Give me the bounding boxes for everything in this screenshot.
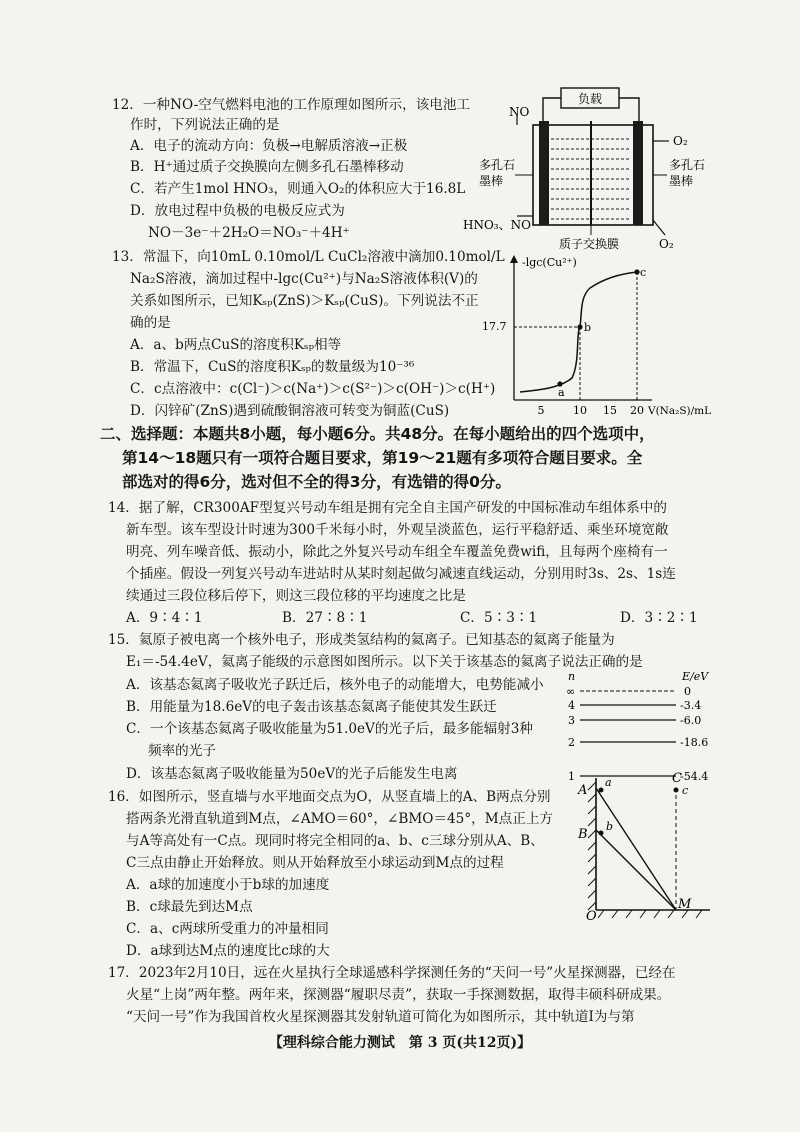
ball-b bbox=[599, 831, 604, 836]
o2-inlet-label: O₂ bbox=[673, 134, 688, 148]
q16-stem-line4: C三点由静止开始释放。则从开始释放至小球运动到M点的过程 bbox=[126, 855, 504, 871]
level-n-4: 4 bbox=[568, 699, 575, 712]
q15-stem-line1: 15．氦原子被电离一个核外电子，形成类氢结构的氦离子。已知基态的氦离子能量为 bbox=[108, 632, 615, 648]
q13-stem-line1: 13．常温下，向10mL 0.10mol/L CuCl₂溶液中滴加0.10mol/L bbox=[112, 249, 505, 265]
q13-stem-line2: Na₂S溶液，滴加过程中-lgc(Cu²⁺)与Na₂S溶液体积(V)的 bbox=[130, 271, 478, 287]
q13-option-d: D．闪锌矿(ZnS)遇到硫酸铜溶液可转变为铜蓝(CuS) bbox=[130, 403, 450, 419]
wall-hatch bbox=[588, 782, 596, 910]
q12-option-c: C．若产生1mol HNO₃，则通入O₂的体积应大于16.8L bbox=[130, 181, 466, 197]
titration-curve-chart bbox=[480, 252, 725, 420]
point-o-label: O bbox=[586, 909, 597, 923]
section2-header-line3: 部选对的得6分，选对但不全的得3分，有选错的得0分。 bbox=[122, 473, 511, 491]
page-footer: 【理科综合能力测试 第 3 页(共12页)】 bbox=[268, 1035, 532, 1051]
right-electrode-label-2: 墨棒 bbox=[669, 174, 694, 188]
point-b bbox=[577, 324, 582, 329]
point-c-label: c bbox=[640, 266, 647, 279]
ball-c-label: c bbox=[682, 784, 689, 797]
q15-option-c-cont: 频率的光子 bbox=[148, 743, 216, 759]
q17-stem-line1: 17．2023年2月10日，远在火星执行全球遥感科学探测任务的“天问一号”火星探测器，已经在 bbox=[108, 965, 676, 981]
q14-option-d: D．3∶2∶1 bbox=[620, 610, 698, 626]
load-label: 负载 bbox=[577, 92, 603, 106]
q14-option-c: C．5∶3∶1 bbox=[460, 610, 538, 626]
q14-option-b: B．27∶8∶1 bbox=[282, 610, 368, 626]
x-axis-label: V(Na₂S)/mL bbox=[648, 405, 712, 417]
no-inlet-label: NO bbox=[509, 105, 530, 119]
level-e-0: 0 bbox=[684, 685, 691, 698]
q12-option-a: A．电子的流动方向：负极→电解质溶液→正极 bbox=[130, 138, 408, 154]
x-tick-10: 10 bbox=[573, 404, 587, 417]
q16-stem-line1: 16．如图所示，竖直墙与水平地面交点为O，从竖直墙上的A、B两点分别 bbox=[108, 789, 551, 805]
point-a-label: A bbox=[578, 783, 588, 798]
q14-stem-line2: 新车型。该车型设计时速为300千米每小时，外观呈淡蓝色，运行平稳舒适、乘坐环境宽敞 bbox=[126, 522, 669, 538]
point-c bbox=[634, 269, 639, 274]
level-n-inf: ∞ bbox=[566, 685, 576, 698]
q16-stem-line2: 搭两条光滑直轨道到M点，∠AMO＝60°，∠BMO＝45°，M点正上方 bbox=[126, 811, 554, 827]
q14-stem-line3: 明亮、列车噪音低、振动小，除此之外复兴号动车组全车覆盖免费wifi，且每两个座椅有一 bbox=[126, 544, 668, 560]
q14-option-a: A．9∶4∶1 bbox=[126, 610, 203, 626]
left-wire bbox=[543, 98, 561, 125]
q12-stem-line1: 12．一种NO-空气燃料电池的工作原理如图所示，该电池工 bbox=[112, 97, 471, 113]
x-tick-20: 20 bbox=[630, 404, 644, 417]
q14-stem-line1: 14．据了解，CR300AF型复兴号动车组是拥有完全自主国产研发的中国标准动车组体系中的 bbox=[108, 500, 667, 516]
q15-option-c: C．一个该基态氦离子吸收能量为51.0eV的光子后，最多能辐射3种 bbox=[126, 721, 534, 737]
left-electrode-label-1: 多孔石 bbox=[479, 158, 516, 172]
q14-stem-line5: 续通过三段位移后停下，则这三段位移的平均速度之比是 bbox=[126, 588, 466, 604]
fuel-cell-diagram bbox=[455, 85, 715, 255]
point-b-label: B bbox=[578, 827, 588, 842]
e-axis-label: E/eV bbox=[682, 670, 709, 683]
q12-stem-line2: 作时，下列说法正确的是 bbox=[130, 117, 280, 133]
section2-header-line1: 二、选择题：本题共8小题，每小题6分。共48分。在每小题给出的四个选项中， bbox=[100, 425, 655, 443]
level-e-4: -3.4 bbox=[680, 699, 702, 712]
o2-outlet-label: O₂ bbox=[659, 237, 674, 251]
q13-stem-line3: 关系如图所示，已知Kₛₚ(ZnS)＞Kₛₚ(CuS)。下列说法不正 bbox=[130, 293, 479, 309]
ball-a-label: a bbox=[605, 776, 612, 789]
n-axis-label: n bbox=[568, 670, 576, 683]
q17-stem-line3: “天问一号”作为我国首枚火星探测器其发射轨道可简化为如图所示，其中轨道Ⅰ为与第 bbox=[126, 1009, 635, 1025]
q12-option-d: D．放电过程中负极的电极反应式为 bbox=[130, 203, 345, 219]
q16-option-d: D．a球到达M点的速度比c球的大 bbox=[126, 943, 330, 959]
left-electrode-label-2: 墨棒 bbox=[479, 174, 504, 188]
q17-stem-line2: 火星“上岗”两年整。两年来，探测器“履职尽责”，获取一手探测数据，取得丰硕科研成果。 bbox=[126, 987, 671, 1003]
level-n-3: 3 bbox=[568, 714, 575, 727]
membrane-label: 质子交换膜 bbox=[559, 237, 620, 251]
q13-stem-line4: 确的是 bbox=[130, 315, 171, 331]
q13-option-b: B．常温下，CuS的溶度积Kₛₚ的数量级为10⁻³⁶ bbox=[130, 359, 415, 375]
right-electrode bbox=[633, 121, 643, 225]
right-electrode-label-1: 多孔石 bbox=[669, 158, 706, 172]
point-m-label: M bbox=[678, 897, 692, 912]
level-n-1: 1 bbox=[568, 770, 575, 783]
section2-header-line2: 第14～18题只有一项符合题目要求，第19～21题有多项符合题目要求。全 bbox=[122, 449, 643, 467]
track-am bbox=[596, 788, 676, 910]
point-b-label: b bbox=[584, 321, 592, 334]
q16-option-c: C．a、c两球所受重力的冲量相同 bbox=[126, 921, 329, 937]
track-bm bbox=[596, 830, 676, 910]
x-tick-5: 5 bbox=[537, 404, 545, 417]
q16-option-b: B．c球最先到达M点 bbox=[126, 899, 253, 915]
y-tick-17-7: 17.7 bbox=[482, 320, 507, 333]
x-tick-15: 15 bbox=[603, 404, 617, 417]
hno3-outlet-label: HNO₃、NO bbox=[463, 218, 531, 232]
q12-option-d-equation: NO－3e⁻＋2H₂O＝NO₃⁻＋4H⁺ bbox=[148, 225, 350, 241]
q16-stem-line3: 与A等高处有一C点。现同时将完全相同的a、b、c三球分别从A、B、 bbox=[126, 833, 544, 849]
right-wire bbox=[619, 98, 639, 125]
level-e-3: -6.0 bbox=[680, 714, 702, 727]
q13-option-a: A．a、b两点CuS的溶度积Kₛₚ相等 bbox=[130, 337, 342, 353]
ball-a bbox=[599, 788, 604, 793]
q15-option-a: A．该基态氦离子吸收光子跃迁后，核外电子的动能增大，电势能减小 bbox=[126, 677, 544, 693]
ball-b-label: b bbox=[606, 820, 614, 833]
q14-stem-line4: 个插座。假设一列复兴号动车进站时从某时刻起做匀减速直线运动，分别用时3s、2s、1s连 bbox=[126, 566, 676, 582]
point-a-label: a bbox=[558, 386, 565, 399]
level-n-2: 2 bbox=[568, 736, 575, 749]
y-axis-label: -lgc(Cu²⁺) bbox=[522, 256, 577, 269]
point-c-label: C bbox=[672, 771, 682, 786]
q12-option-b: B．H⁺通过质子交换膜向左侧多孔石墨棒移动 bbox=[130, 159, 404, 175]
q16-option-a: A．a球的加速度小于b球的加速度 bbox=[126, 877, 330, 893]
ball-c bbox=[674, 788, 679, 793]
level-e-1: -54.4 bbox=[680, 770, 709, 783]
q15-option-b: B．用能量为18.6eV的电子轰击该基态氦离子能使其发生跃迁 bbox=[126, 699, 497, 715]
q13-option-c: C．c点溶液中：c(Cl⁻)＞c(Na⁺)＞c(S²⁻)＞c(OH⁻)＞c(H⁺) bbox=[130, 381, 496, 397]
curve bbox=[520, 272, 637, 392]
level-e-2: -18.6 bbox=[680, 736, 709, 749]
incline-track-diagram bbox=[568, 768, 718, 923]
q15-stem-line2: E₁＝-54.4eV，氦离子能级的示意图如图所示。以下关于该基态的氦离子说法正确的是 bbox=[126, 654, 643, 670]
left-electrode bbox=[539, 121, 549, 225]
q15-option-d: D．该基态氦离子吸收能量为50eV的光子后能发生电离 bbox=[126, 766, 458, 782]
